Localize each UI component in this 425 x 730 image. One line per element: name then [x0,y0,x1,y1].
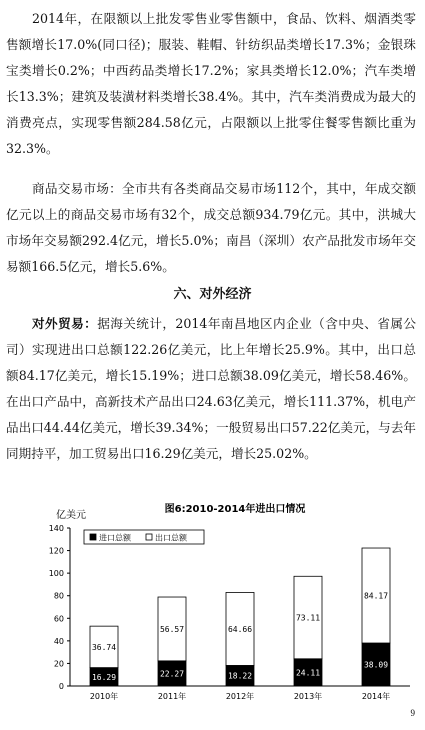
retail-paragraph: 2014年，在限额以上批发零售业零售额中，食品、饮料、烟酒类零售额增长17.0%(同口径)；服装、鞋帽、针纺织品类增长17.3%；金银珠宝类增长0.2%；中西药品类增长17.2%；家具类增长12.0%；汽车类增长13.3%；建筑及装潢材料类增长38.4%。其中，汽车类消费成为最大的消费亮点，实现零售额284.58亿元，占限额以上批零住餐零售额比重为32.3%。 [6,11,416,156]
y-tick-label: 20 [53,659,64,669]
import-data-label: 18.22 [227,671,253,681]
trade-paragraph [6,311,416,467]
trade-lead: 对外贸易： [32,316,98,331]
market-paragraph: 商品交易市场：全市共有各类商品交易市场112个，其中，年成交额亿元以上的商品交易市场有32个，成交总额934.79亿元。其中，洪城大市场年交易额292.4亿元，增长5.0%；南昌（深圳）农产品批发市场年交易额166.5亿元，增长5.6%。 [6,181,416,274]
export-data-label: 56.57 [159,624,185,634]
export-data-label: 73.11 [295,613,321,623]
x-tick-label: 2011年 [157,692,187,701]
x-tick-label: 2013年 [293,692,323,701]
y-tick-label: 100 [48,569,64,579]
page-number: 9 [410,708,415,718]
y-axis-label: 亿美元 [56,510,86,521]
y-tick-label: 60 [53,614,64,624]
y-tick-label: 140 [48,524,64,533]
import-data-label: 38.09 [363,660,389,670]
import-export-chart [0,498,425,708]
x-tick-label: 2012年 [225,692,255,701]
export-data-label: 64.66 [227,624,253,634]
y-tick-label: 40 [53,636,64,646]
import-data-label: 24.11 [295,668,321,678]
y-tick-label: 0 [58,682,64,691]
x-tick-label: 2014年 [361,692,391,701]
legend-export-swatch [146,534,152,540]
chart-title: 图6:2010-2014年进出口情况 [164,504,306,515]
export-data-label: 84.17 [363,591,389,601]
legend-export-label: 出口总额 [155,533,187,543]
legend-import-swatch [90,534,96,540]
y-tick-label: 120 [48,546,64,556]
import-data-label: 22.27 [159,669,185,679]
section-heading: 六、对外经济 [173,287,252,302]
x-tick-label: 2010年 [89,692,119,701]
trade-body: 据海关统计，2014年南昌地区内企业（含中央、省属公司）实现进出口总额122.26亿美元，比上年增长25.9%。其中，出口总额84.17亿美元，增长15.19%；进口总额38.09亿美元，增长58.46%。在出口产品中，高新技术产品出口24.63亿美元，增长111.37%，机电产品出口44.44亿美元，增长39.34%；一般贸易出口57.22亿美元，与去年同期持平，加工贸易出口16.29亿美元，增长25.02%。 [6,316,417,461]
chart-body [49,524,410,701]
y-tick-label: 80 [53,591,64,601]
import-data-label: 16.29 [91,672,117,682]
export-data-label: 36.74 [91,642,117,652]
legend-import-label: 进口总额 [99,533,131,543]
